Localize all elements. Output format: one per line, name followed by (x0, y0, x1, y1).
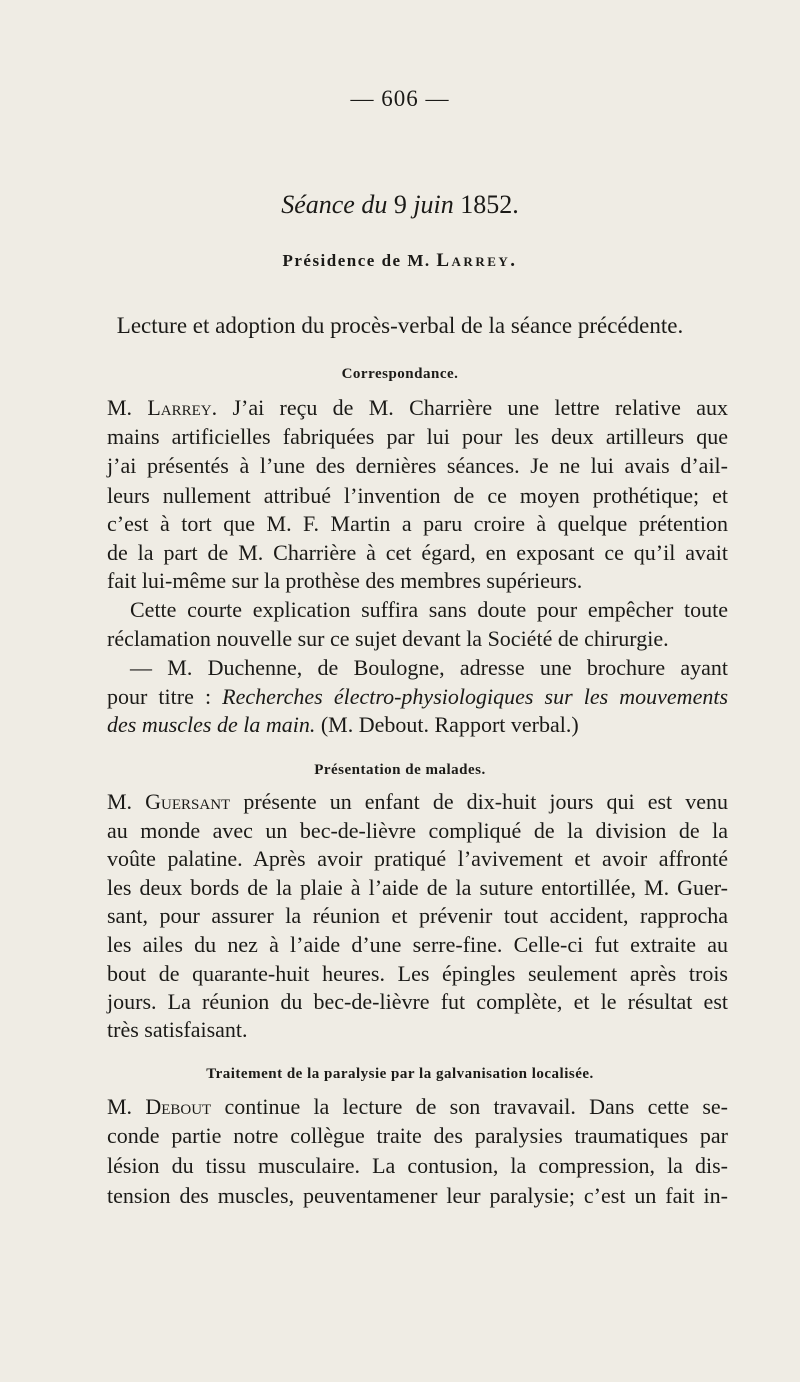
brochure-title: des muscles de la main. (107, 712, 316, 737)
paragraph-line: les deux bords de la plaie à l’aide de la suture entortillée, M. Guer- (107, 875, 728, 900)
paragraph-line: leurs nullement attribué l’invention de ce moyen prothétique; et (107, 483, 728, 508)
line-text: continue la lecture de son travavail. Dans cette se- (224, 1094, 729, 1119)
line-text: J’ai reçu de M. Charrière une lettre relative aux (232, 395, 728, 420)
speaker-name: Larrey. (147, 395, 218, 420)
paragraph-line: tension des muscles, peuventamener leur paralysie; c’est un fait in- (107, 1183, 728, 1208)
paragraph-line: de la part de M. Charrière à cet égard, en exposant ce qu’il avait (107, 540, 728, 565)
paragraph-line: c’est à tort que M. F. Martin a paru croire à quelque prétention (107, 511, 728, 536)
paragraph-line: sant, pour assurer la réunion et prévenir tout accident, rapprocha (107, 903, 728, 928)
paragraph-line: — M. Duchenne, de Boulogne, adresse une brochure ayant (130, 655, 728, 680)
seance-prefix: Séance du (281, 190, 388, 219)
seance-year: 1852. (460, 190, 519, 219)
speaker-prefix: M. (107, 395, 133, 420)
presidence-name: Larrey. (436, 250, 518, 271)
paragraph-line (107, 1093, 728, 1121)
paragraph-line: j’ai présentés à l’une des dernières séances. Je ne lui avais d’ail- (107, 453, 728, 478)
paragraph-line: conde partie notre collègue traite des paralysies traumatiques par (107, 1123, 728, 1148)
speaker-prefix: M. (107, 1094, 133, 1119)
paragraph-line: jours. La réunion du bec-de-lièvre fut complète, et le résultat est (107, 989, 728, 1014)
section-heading-presentation: Présentation de malades. (314, 762, 486, 778)
paragraph-line (107, 394, 728, 422)
presidence-label: Présidence de M. (282, 251, 431, 270)
paragraph-line: lésion du tissu musculaire. La contusion, la compression, la dis- (107, 1153, 728, 1178)
paragraph-line: réclamation nouvelle sur ce sujet devant la Société de chirurgie. (107, 626, 669, 651)
presidence-heading (0, 250, 800, 272)
line-text: pour titre : (107, 684, 212, 709)
line-text: (M. Debout. Rapport verbal.) (320, 712, 579, 737)
paragraph-line: mains artificielles fabriquées par lui pour les deux artilleurs que (107, 424, 728, 449)
paragraph-line (107, 711, 728, 739)
paragraph-line: voûte palatine. Après avoir pratiqué l’avivement et avoir affronté (107, 846, 728, 871)
seance-day: 9 (393, 190, 407, 219)
paragraph-line (107, 683, 728, 711)
speaker-name: Debout (145, 1094, 212, 1119)
paragraph-line: les ailes du nez à l’aide d’une serre-fine. Celle-ci fut extraite au (107, 932, 728, 957)
paragraph-line: au monde avec un bec-de-lièvre compliqué de la division de la (107, 818, 728, 843)
seance-title (0, 190, 800, 220)
paragraph-line: fait lui-même sur la prothèse des membres supérieurs. (107, 568, 583, 593)
page-number: — 606 — (350, 86, 450, 111)
seance-month: juin (413, 190, 454, 219)
line-text: présente un enfant de dix-huit jours qui est venu (243, 789, 729, 814)
speaker-prefix: M. (107, 789, 133, 814)
paragraph-line: bout de quarante-huit heures. Les épingles seulement après trois (107, 961, 728, 986)
paragraph-line: Cette courte explication suffira sans doute pour empêcher toute (130, 597, 728, 622)
section-heading-traitement: Traitement de la paralysie par la galvanisation localisée. (206, 1066, 594, 1082)
lecture-line: Lecture et adoption du procès-verbal de la séance précédente. (116, 313, 684, 338)
section-heading-correspondance: Correspondance. (341, 366, 459, 382)
brochure-title: Recherches électro-physiologiques sur les mouvements (222, 684, 729, 709)
paragraph-line: très satisfaisant. (107, 1017, 248, 1042)
paragraph-line (107, 788, 728, 816)
speaker-name: Guersant (145, 789, 231, 814)
